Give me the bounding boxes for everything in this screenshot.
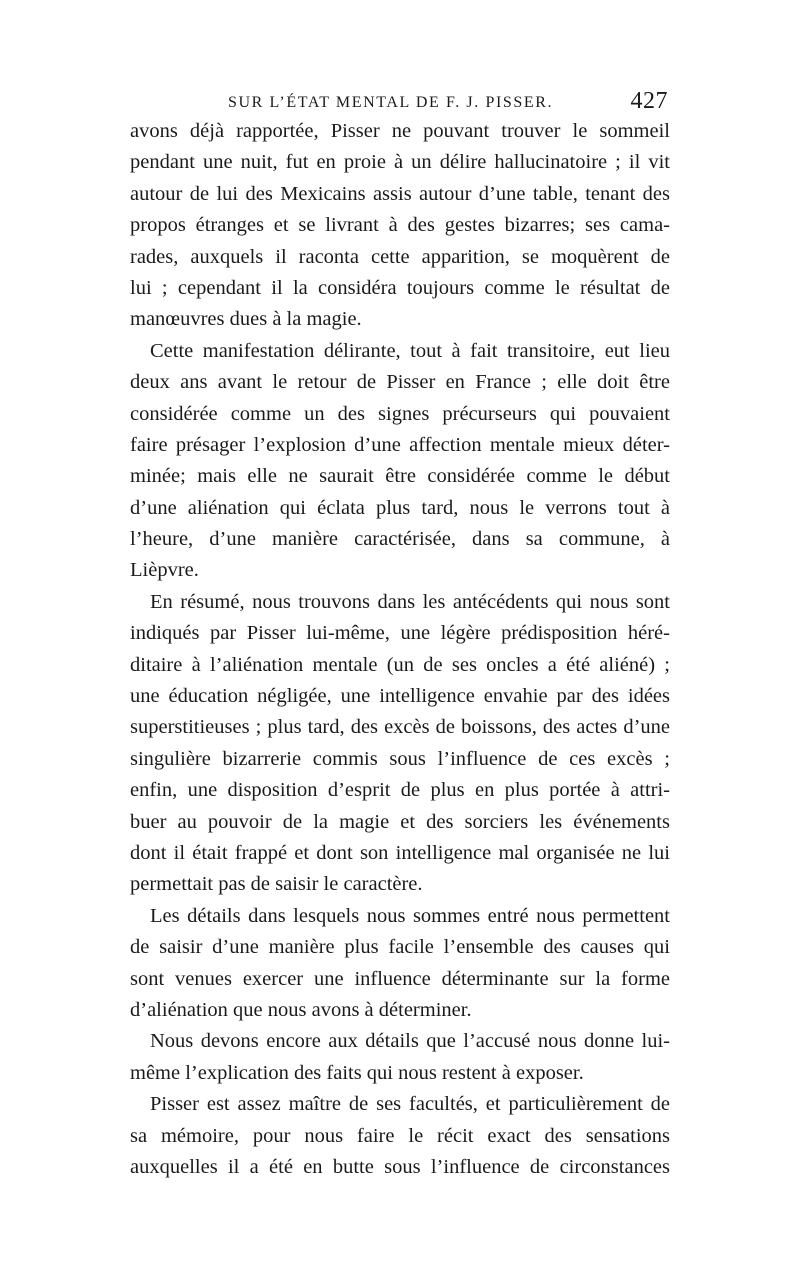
page-header (130, 88, 670, 118)
text-line: En résumé, nous trouvons dans les antécédents qui nous sont (150, 590, 670, 613)
text-line: Cette manifestation délirante, tout à fait transitoire, eut lieu (150, 339, 670, 362)
text-line: autour de lui des Mexicains assis autour d’une table, tenant des (130, 182, 670, 205)
text-line: auxquelles il a été en butte sous l’influence de circonstances (130, 1155, 670, 1178)
text-line: sa mémoire, pour nous faire le récit exact des sensations (130, 1124, 670, 1147)
text-line: permettait pas de saisir le caractère. (130, 873, 423, 896)
text-line: Nous devons encore aux détails que l’accusé nous donne lui- (150, 1030, 670, 1053)
text-line: d’une aliénation qui éclata plus tard, nous le verrons tout à (130, 496, 670, 519)
body-text (130, 116, 670, 1183)
text-line: de saisir d’une manière plus facile l’ensemble des causes qui (130, 936, 670, 959)
text-line: superstitieuses ; plus tard, des excès de boissons, des actes d’une (130, 716, 670, 739)
text-line: l’heure, d’une manière caractérisée, dans sa commune, à (130, 528, 670, 551)
text-line: propos étranges et se livrant à des gestes bizarres; ses cama- (130, 214, 670, 237)
text-line: Pisser est assez maître de ses facultés, et particulièrement de (150, 1093, 670, 1116)
text-line: indiqués par Pisser lui-même, une légère prédisposition héré- (130, 622, 670, 645)
text-line: sont venues exercer une influence déterminante sur la forme (130, 967, 670, 990)
text-line: faire présager l’explosion d’une affection mentale mieux déter- (130, 433, 670, 456)
running-head: SUR L’ÉTAT MENTAL DE F. J. PISSER. (228, 94, 554, 111)
text-line: avons déjà rapportée, Pisser ne pouvant trouver le sommeil (130, 120, 670, 142)
text-line: Lièpvre. (130, 559, 199, 582)
text-line: dont il était frappé et dont son intelligence mal organisée ne lui (130, 841, 670, 864)
page-number: 427 (630, 88, 668, 114)
text-line: manœuvres dues à la magie. (130, 308, 362, 331)
text-line: même l’explication des faits qui nous restent à exposer. (130, 1061, 584, 1084)
text-line: lui ; cependant il la considéra toujours comme le résultat de (130, 276, 670, 299)
text-line: minée; mais elle ne saurait être considérée comme le début (130, 465, 670, 488)
text-line: buer au pouvoir de la magie et des sorciers les événements (130, 810, 670, 833)
text-line: ditaire à l’aliénation mentale (un de ses oncles a été aliéné) ; (130, 653, 670, 676)
text-line: d’aliénation que nous avons à déterminer. (130, 998, 472, 1021)
text-line: considérée comme un des signes précurseurs qui pouvaient (130, 402, 670, 425)
text-line: enfin, une disposition d’esprit de plus en plus portée à attri- (130, 779, 670, 802)
text-line: une éducation négligée, une intelligence envahie par des idées (130, 685, 670, 708)
text-line: Les détails dans lesquels nous sommes entré nous permettent (150, 904, 670, 927)
text-line: deux ans avant le retour de Pisser en France ; elle doit être (130, 371, 670, 394)
text-line: rades, auxquels il raconta cette apparition, se moquèrent de (130, 245, 670, 268)
text-line: singulière bizarrerie commis sous l’influence de ces excès ; (130, 747, 670, 770)
text-line: pendant une nuit, fut en proie à un délire hallucinatoire ; il vit (130, 151, 670, 174)
